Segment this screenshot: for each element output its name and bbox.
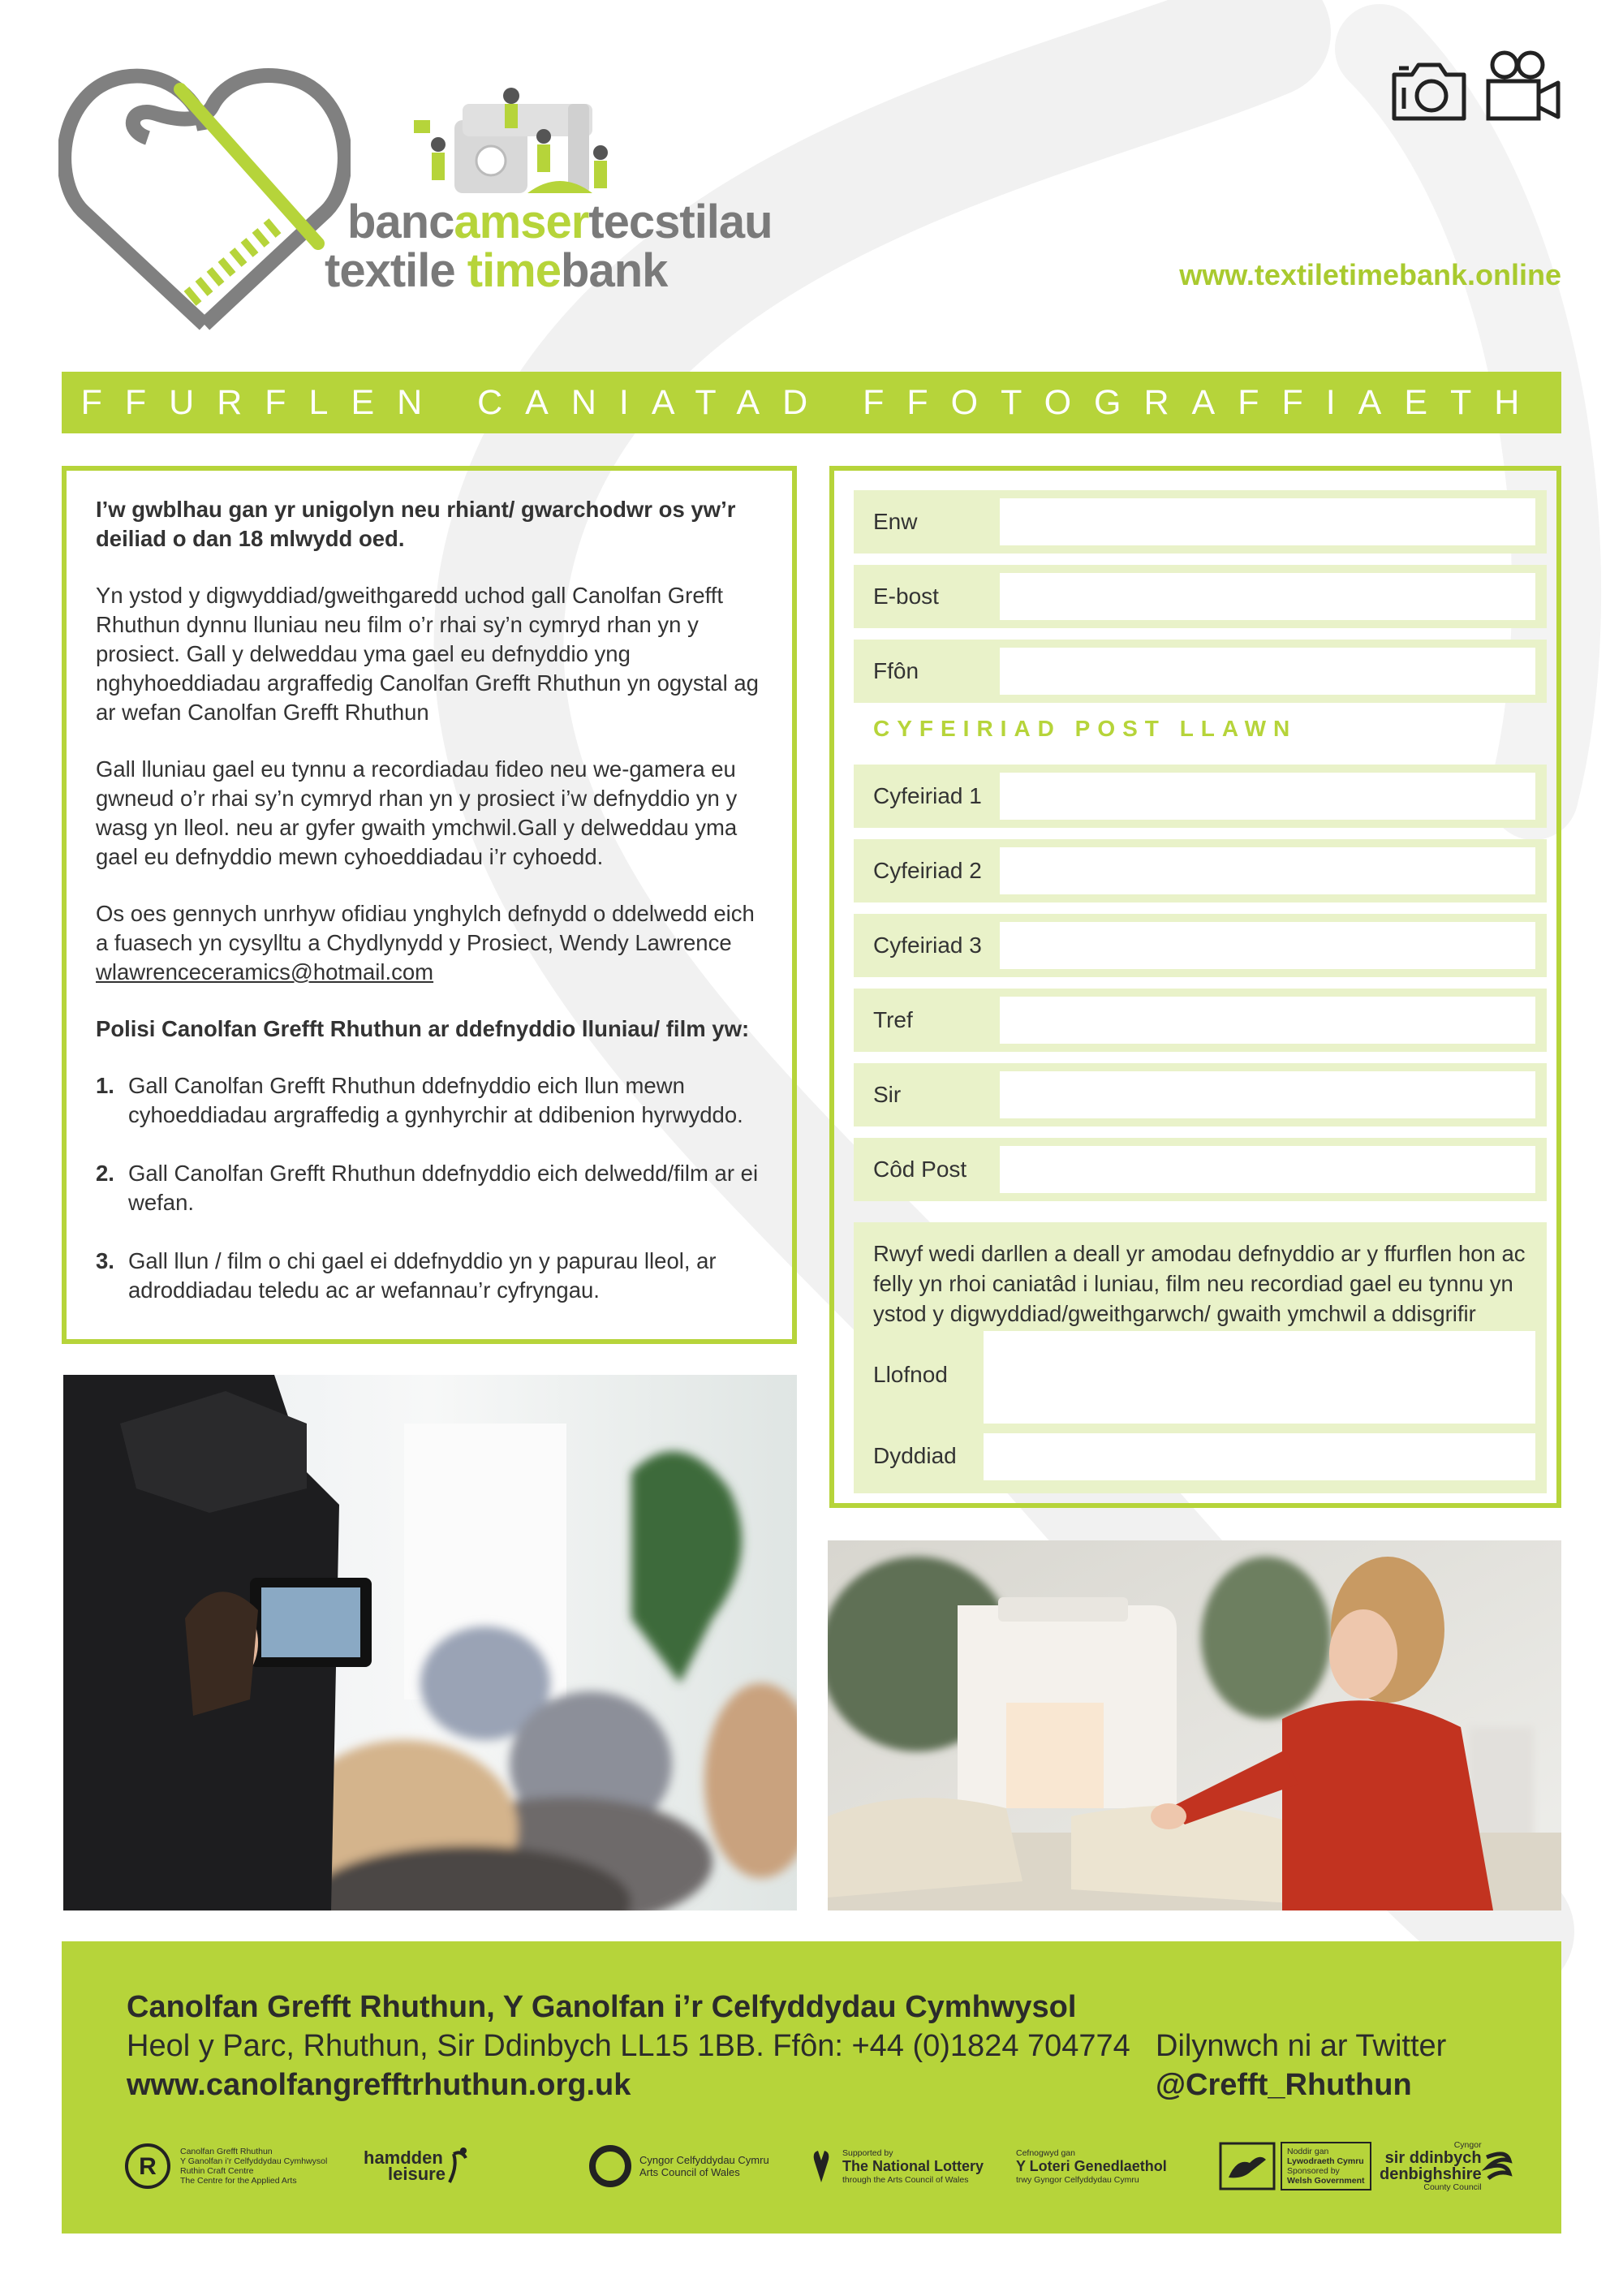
- camera-icon: [1389, 60, 1469, 123]
- info-paragraph-2: Gall lluniau gael eu tynnu a recordiadau fideo neu we-gamera eu gwneud o’r rhai sy’n cymryd rhan yn y prosiect i’w defnyddio yn y wasg yn lleol. neu ar gyfer gwaith ymchwil.Gall y delweddau yma gael eu defnyddio mewn cyhoeddiadau i’r cyhoedd.: [96, 756, 738, 869]
- national-lottery-logo: Supported by The National Lottery through the Arts Council of Wales: [805, 2130, 984, 2203]
- welsh-dragon-icon: [1219, 2142, 1276, 2190]
- phone-row: Ffôn: [854, 640, 1547, 703]
- address-2-row: Cyfeiriad 2: [854, 839, 1547, 902]
- twitter-follow-text: Dilynwch ni ar Twitter: [1156, 2029, 1447, 2063]
- name-field[interactable]: [1000, 498, 1535, 545]
- address-3-field[interactable]: [1000, 922, 1535, 969]
- filming-group-photo: [63, 1375, 797, 1910]
- sponsor-logos: [123, 2130, 1503, 2203]
- consent-statement: Rwyf wedi darllen a deall yr amodau defnyddio ar y ffurflen hon ac felly yn rhoi caniatâd i luniau, film neu recordiad gael eu tynnu yn ystod y digwyddiad/gweithgarwch/ gwaith ymchwil a ddisgrifir: [854, 1222, 1547, 1331]
- email-row: E-bost: [854, 565, 1547, 628]
- county-row: Sir: [854, 1063, 1547, 1126]
- postcode-field[interactable]: [1000, 1146, 1535, 1193]
- form-title: FFURFLEN CANIATAD FFOTOGRAFFIAETH: [80, 382, 1543, 422]
- policy-item: 1. Gall Canolfan Grefft Rhuthun ddefnyddio eich llun mewn cyhoeddiadau argraffedig a gynhyrchir at ddibenion hyrwyddo.: [96, 1073, 743, 1127]
- footer-address: Heol y Parc, Rhuthun, Sir Ddinbych LL15 1BB. Ffôn: +44 (0)1824 704774: [127, 2029, 1130, 2063]
- email-field[interactable]: [1000, 573, 1535, 620]
- policy-heading: Polisi Canolfan Grefft Rhuthun ar ddefnyddio lluniau/ film yw:: [96, 1016, 750, 1041]
- welsh-government-logo: Noddir gan Lywodraeth Cymru Sponsored by Welsh Government: [1219, 2130, 1371, 2203]
- county-field[interactable]: [1000, 1071, 1535, 1118]
- form-title-bar: [62, 372, 1561, 433]
- arts-council-ring-icon: [588, 2143, 633, 2189]
- loteri-genedlaethol-logo: Cefnogwyd gan Y Loteri Genedlaethol trwy Gyngor Celfyddydau Cymru: [1016, 2147, 1167, 2185]
- sewing-people-illustration: [406, 71, 625, 209]
- policy-list: [96, 1071, 766, 1305]
- textile-timebank-heart-logo: [58, 57, 351, 333]
- address-1-field[interactable]: [1000, 773, 1535, 820]
- consent-form: [829, 466, 1561, 1508]
- arts-council-wales-logo: Cyngor Celfyddydau Cymru Arts Council of Wales: [588, 2130, 769, 2203]
- footer: [62, 1941, 1561, 2234]
- address-heading: CYFEIRIAD POST LLAWN: [873, 716, 1298, 741]
- intro-text: I’w gwblhau gan yr unigolyn neu rhiant/ gwarchodwr os yw’r deiliad o dan 18 mlwydd oed.: [96, 497, 736, 551]
- date-label: Dyddiad: [873, 1443, 957, 1468]
- contact-email-link[interactable]: wlawrenceceramics@hotmail.com: [96, 959, 434, 984]
- ruthin-r-icon: [123, 2142, 172, 2190]
- woman-sewing-photo: [828, 1540, 1561, 1910]
- info-paragraph-1: Yn ystod y digwyddiad/gweithgaredd uchod gall Canolfan Grefft Rhuthun dynnu lluniau neu film o’r rhai sy’n cymryd rhan yn y prosiect. Gall y delweddau yma gael eu defnyddio yng nghyhoeddiadau argraffedig Canolfan Grefft Rhuthun yn ogystal ag ar wefan Canolfan Grefft Rhuthun: [96, 583, 759, 725]
- address-2-field[interactable]: [1000, 847, 1535, 894]
- website-link[interactable]: www.textiletimebank.online: [1179, 258, 1561, 291]
- denbighshire-swirl-icon: [1482, 2146, 1514, 2186]
- twitter-handle-link[interactable]: @Crefft_Rhuthun: [1156, 2068, 1412, 2102]
- policy-item: 2. Gall Canolfan Grefft Rhuthun ddefnyddio eich delwedd/film ar ei wefan.: [96, 1161, 759, 1215]
- lottery-crossed-fingers-icon: [805, 2146, 837, 2186]
- info-paragraph-3: Os oes gennych unrhyw ofidiau ynghylch defnydd o ddelwedd eich a fuasech yn cysylltu a Chydlynydd y Prosiect, Wendy Lawrence wlawrenceceramics@hotmail.com: [96, 901, 755, 984]
- signature-field[interactable]: [984, 1331, 1535, 1424]
- address-3-row: Cyfeiriad 3: [854, 914, 1547, 977]
- signature-area: [854, 1331, 1547, 1493]
- name-row: Enw: [854, 490, 1547, 554]
- svg-text:R: R: [139, 2153, 157, 2180]
- logo-wordmark-english: textile timebank: [325, 244, 668, 297]
- hamdden-leisure-logo: hamdden leisure: [364, 2130, 470, 2203]
- phone-field[interactable]: [1000, 648, 1535, 695]
- hamdden-figure-icon: [446, 2146, 470, 2186]
- footer-organisation-name: Canolfan Grefft Rhuthun, Y Ganolfan i’r Celfyddydau Cymhwysol: [127, 1990, 1077, 2024]
- signature-label: Llofnod: [873, 1362, 948, 1387]
- town-row: Tref: [854, 989, 1547, 1052]
- address-1-row: Cyfeiriad 1: [854, 765, 1547, 828]
- denbighshire-council-logo: Cyngor sir ddinbych denbighshire County Council: [1380, 2130, 1514, 2203]
- town-field[interactable]: [1000, 997, 1535, 1044]
- info-text-box: [62, 466, 797, 1344]
- ruthin-craft-centre-logo: R Canolfan Grefft Rhuthun Y Ganolfan i’r Celfyddydau Cymhwysol Ruthin Craft Centre The Centre for the Applied Arts: [123, 2130, 327, 2203]
- policy-item: 3. Gall llun / film o chi gael ei ddefnyddio yn y papurau lleol, ar adroddiadau teledu ac ar wefannau’r cyfryngau.: [96, 1248, 717, 1303]
- video-camera-icon: [1483, 49, 1563, 123]
- postcode-row: Côd Post: [854, 1138, 1547, 1201]
- logo-wordmark-welsh: bancamsertecstilau: [347, 196, 773, 248]
- date-field[interactable]: [984, 1433, 1535, 1480]
- footer-website-link[interactable]: www.canolfangrefftrhuthun.org.uk: [127, 2068, 631, 2102]
